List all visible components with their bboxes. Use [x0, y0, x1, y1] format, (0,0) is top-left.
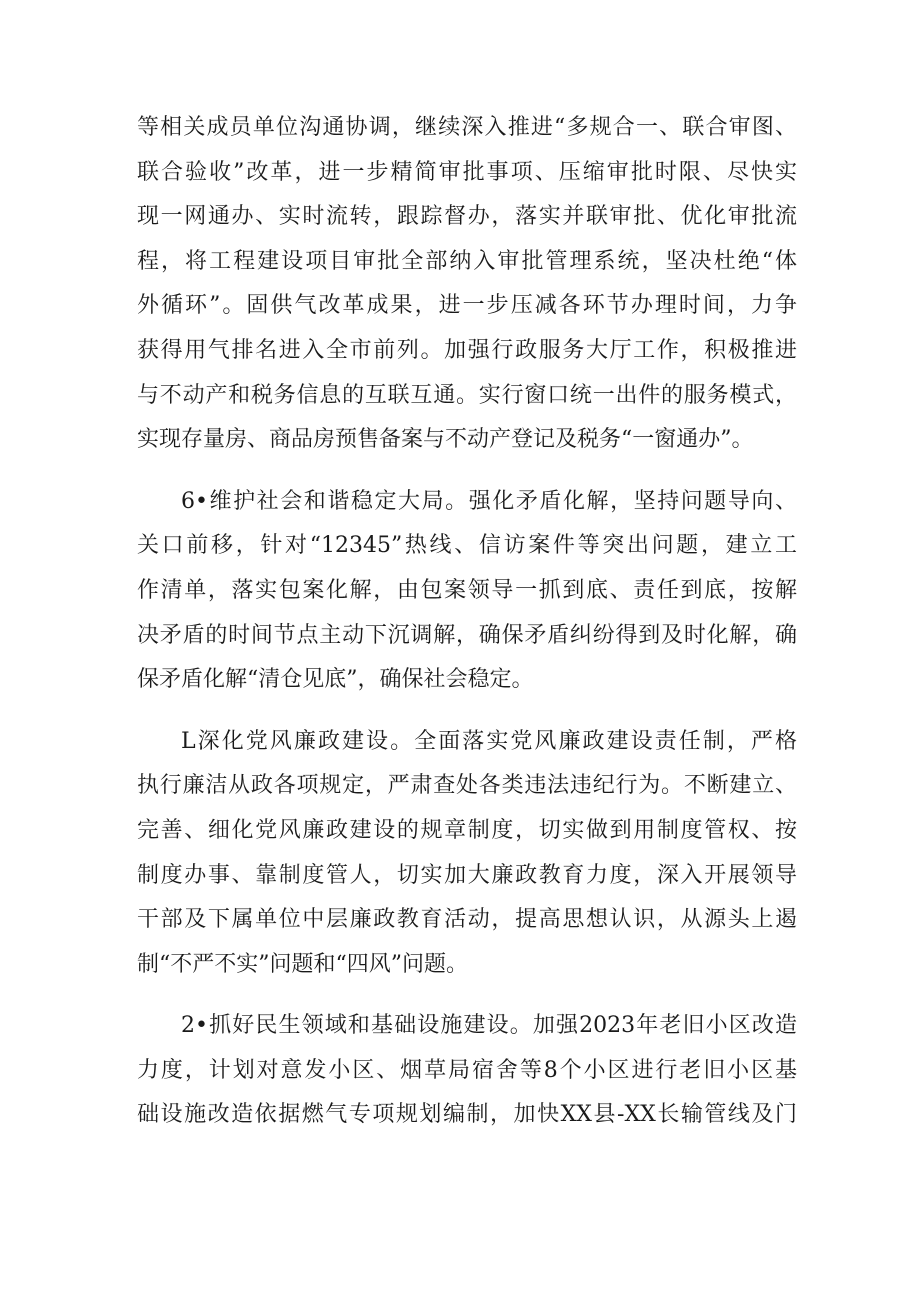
text-line: 制度办事、靠制度管人，切实加大廉政教育力度，深入开展领导 [137, 862, 797, 888]
text-line: 础设施改造依据燃气专项规划编制，加快XX县-XX长输管线及门 [137, 1102, 797, 1128]
text-line: 执行廉洁从政各项规定，严肃查处各类违法违纪行为。不断建立、 [137, 773, 797, 799]
text-line: 外循环”。固供气改革成果，进一步压减各环节办理时间，力争 [137, 293, 797, 319]
text-line: 程，将工程建设项目审批全部纳入审批管理系统，坚决杜绝“体 [137, 248, 797, 274]
text-line: 获得用气排名进入全市前列。加强行政服务大厅工作，积极推进 [137, 337, 797, 363]
paragraph-integrity-building [137, 720, 797, 988]
text-line: 2•抓好民生领域和基础设施建设。加强2023年老旧小区改造 [181, 1013, 797, 1039]
text-line: 等相关成员单位沟通协调，继续深入推进“多规合一、联合审图、 [137, 115, 797, 140]
paragraph-livelihood-infrastructure [137, 1004, 797, 1138]
text-line: 保矛盾化解“清仓见底”，确保社会稳定。 [137, 667, 534, 693]
text-line: 6•维护社会和谐稳定大局。强化矛盾化解，坚持问题导向、 [181, 488, 797, 514]
document-body [137, 106, 797, 1155]
text-line: 与不动产和税务信息的互联互通。实行窗口统一出件的服务模式， [137, 382, 797, 408]
text-line: 联合验收”改革，进一步精简审批事项、压缩审批时限、尽快实 [137, 159, 797, 185]
text-line: 现一网通办、实时流转，跟踪督办，落实并联审批、优化审批流 [137, 204, 797, 230]
text-line: 力度，计划对意发小区、烟草局宿舍等8个小区进行老旧小区基 [137, 1057, 797, 1083]
text-line: 关口前移，针对“12345”热线、信访案件等突出问题，建立工 [137, 533, 797, 559]
text-line: 制“不严不实”问题和“四风”问题。 [137, 951, 468, 977]
text-line: 决矛盾的时间节点主动下沉调解，确保矛盾纠纷得到及时化解，确 [137, 622, 797, 648]
text-line: 干部及下属单位中层廉政教育活动，提高思想认识，从源头上遏 [137, 907, 797, 933]
text-line: 作清单，落实包案化解，由包案领导一抓到底、责任到底，按解 [137, 577, 797, 603]
paragraph-approval-reform [137, 106, 797, 463]
paragraph-social-stability [137, 480, 797, 703]
text-line: 完善、细化党风廉政建设的规章制度，切实做到用制度管权、按 [137, 817, 797, 843]
text-line: 实现存量房、商品房预售备案与不动产登记及税务“一窗通办”。 [137, 427, 754, 453]
text-line: L深化党风廉政建设。全面落实党风廉政建设责任制，严格 [181, 728, 797, 754]
